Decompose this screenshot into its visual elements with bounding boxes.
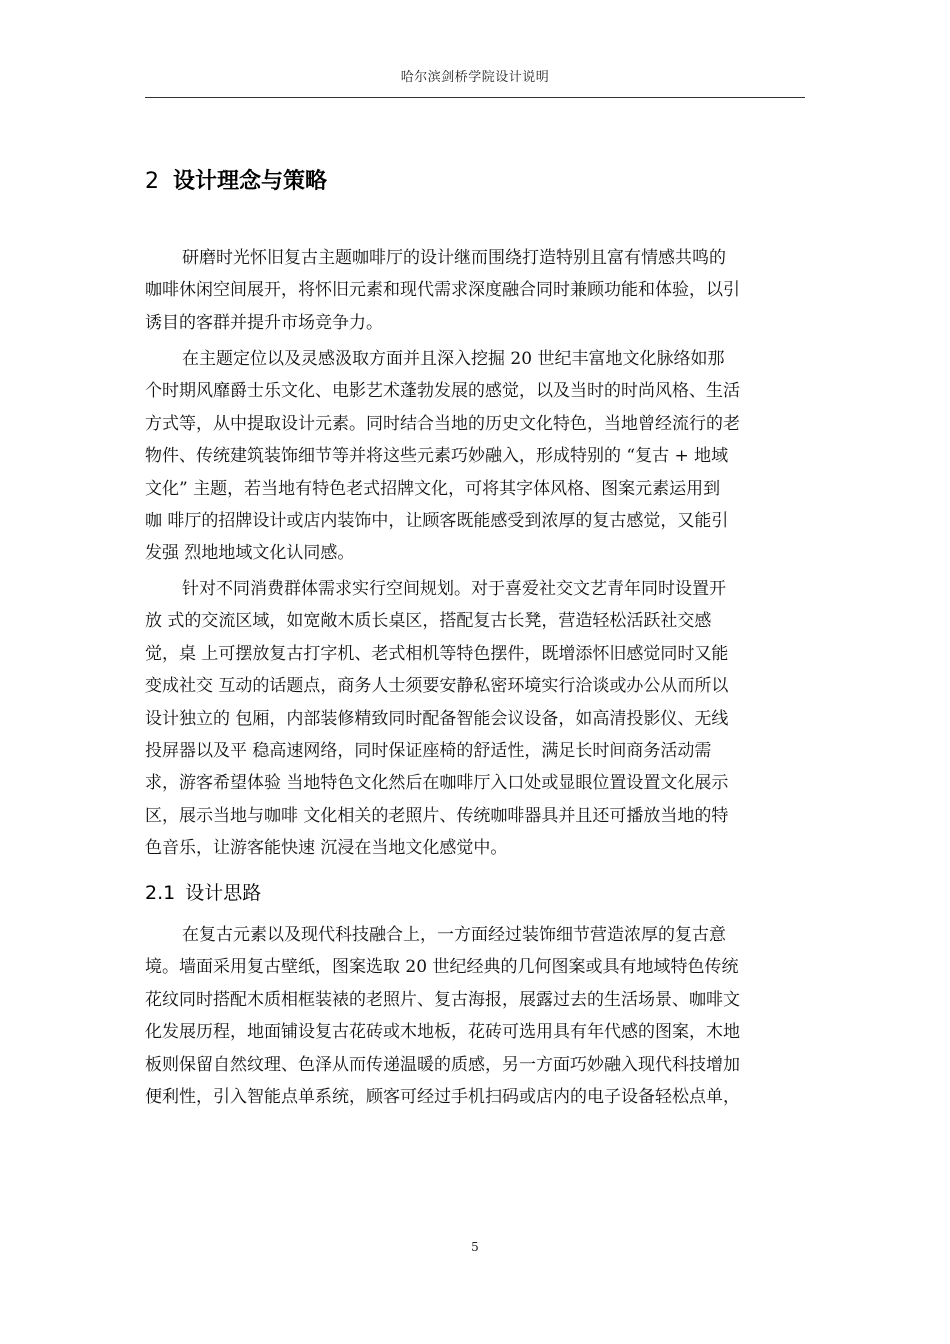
section-title: 设计理念与策略: [173, 169, 328, 194]
subsection-number: 2.1: [145, 882, 176, 904]
subsection-heading: [145, 878, 261, 905]
text-line: 色音乐，让游客能快速 沉浸在当地文化感觉中。: [145, 838, 508, 859]
text-line: 研磨时光怀旧复古主题咖啡厅的设计继而围绕打造特别且富有情感共鸣的: [182, 248, 726, 268]
paragraph-intro: [145, 242, 807, 339]
text-line: 针对不同消费群体需求实行空间规划。对于喜爱社交文艺青年同时设置开: [182, 579, 726, 599]
text-line: 花纹同时搭配木质相框装裱的老照片、复古海报，展露过去的生活场景、咖啡文: [145, 989, 740, 1010]
text-line: 觉，桌 上可摆放复古打字机、老式相机等特色摆件，既增添怀旧感觉同时又能: [145, 643, 729, 664]
paragraph-space-planning: [145, 573, 807, 865]
text-line: 境。墙面采用复古壁纸，图案选取 20 世纪经典的几何图案或具有地域特色传统: [145, 957, 739, 978]
text-line: 放 式的交流区域，如宽敞木质长桌区，搭配复古长凳，营造轻松活跃社交感: [145, 611, 712, 632]
text-line: 投屏器以及平 稳高速网络，同时保证座椅的舒适性，满足长时间商务活动需: [145, 740, 712, 761]
text-line: 化发展历程，地面铺设复古花砖或木地板，花砖可选用具有年代感的图案，木地: [145, 1022, 740, 1043]
header-rule: [145, 97, 805, 98]
page-number: 5: [471, 1240, 479, 1254]
text-line: 设计独立的 包厢，内部装修精致同时配备智能会议设备，如高清投影仪、无线: [145, 708, 729, 729]
text-line: 在复古元素以及现代科技融合上，一方面经过装饰细节营造浓厚的复古意: [182, 925, 726, 945]
text-line: 文化” 主题，若当地有特色老式招牌文化，可将其字体风格、图案元素运用到: [145, 478, 721, 499]
text-line: 便利性，引入智能点单系统，顾客可经过手机扫码或店内的电子设备轻松点单，: [145, 1086, 740, 1107]
text-line: 发强 烈地地域文化认同感。: [145, 543, 355, 564]
text-line: 板则保留自然纹理、色泽从而传递温暖的质感，另一方面巧妙融入现代科技增加: [145, 1054, 740, 1075]
paragraph-theme: [145, 343, 807, 570]
subsection-title: 设计思路: [185, 882, 262, 904]
text-line: 咖啡休闲空间展开，将怀旧元素和现代需求深度融合同时兼顾功能和体验，以引: [145, 280, 740, 301]
text-line: 在主题定位以及灵感汲取方面并且深入挖掘 20 世纪丰富地文化脉络如那: [182, 349, 725, 369]
text-line: 求，游客希望体验 当地特色文化然后在咖啡厅入口处或显眼位置设置文化展示: [145, 773, 729, 794]
text-line: 变成社交 互动的话题点，商务人士须要安静私密环境实行洽谈或办公从而所以: [145, 676, 729, 697]
running-header: 哈尔滨剑桥学院设计说明: [400, 70, 550, 85]
text-line: 方式等，从中提取设计元素。同时结合当地的历史文化特色，当地曾经流行的老: [145, 413, 740, 434]
section-heading: [145, 164, 327, 195]
text-line: 诱目的客群并提升市场竞争力。: [145, 312, 383, 333]
paragraph-design-ideas: [145, 919, 807, 1113]
section-number: 2: [145, 169, 159, 194]
text-line: 区，展示当地与咖啡 文化相关的老照片、传统咖啡器具并且还可播放当地的特: [145, 805, 729, 826]
text-line: 物件、传统建筑装饰细节等并将这些元素巧妙融入，形成特别的 “复古 + 地域: [145, 446, 729, 467]
text-line: 个时期风靡爵士乐文化、电影艺术蓬勃发展的感觉，以及当时的时尚风格、生活: [145, 381, 740, 402]
text-line: 咖 啡厅的招牌设计或店内装饰中，让顾客既能感受到浓厚的复古感觉，又能引: [145, 510, 729, 531]
